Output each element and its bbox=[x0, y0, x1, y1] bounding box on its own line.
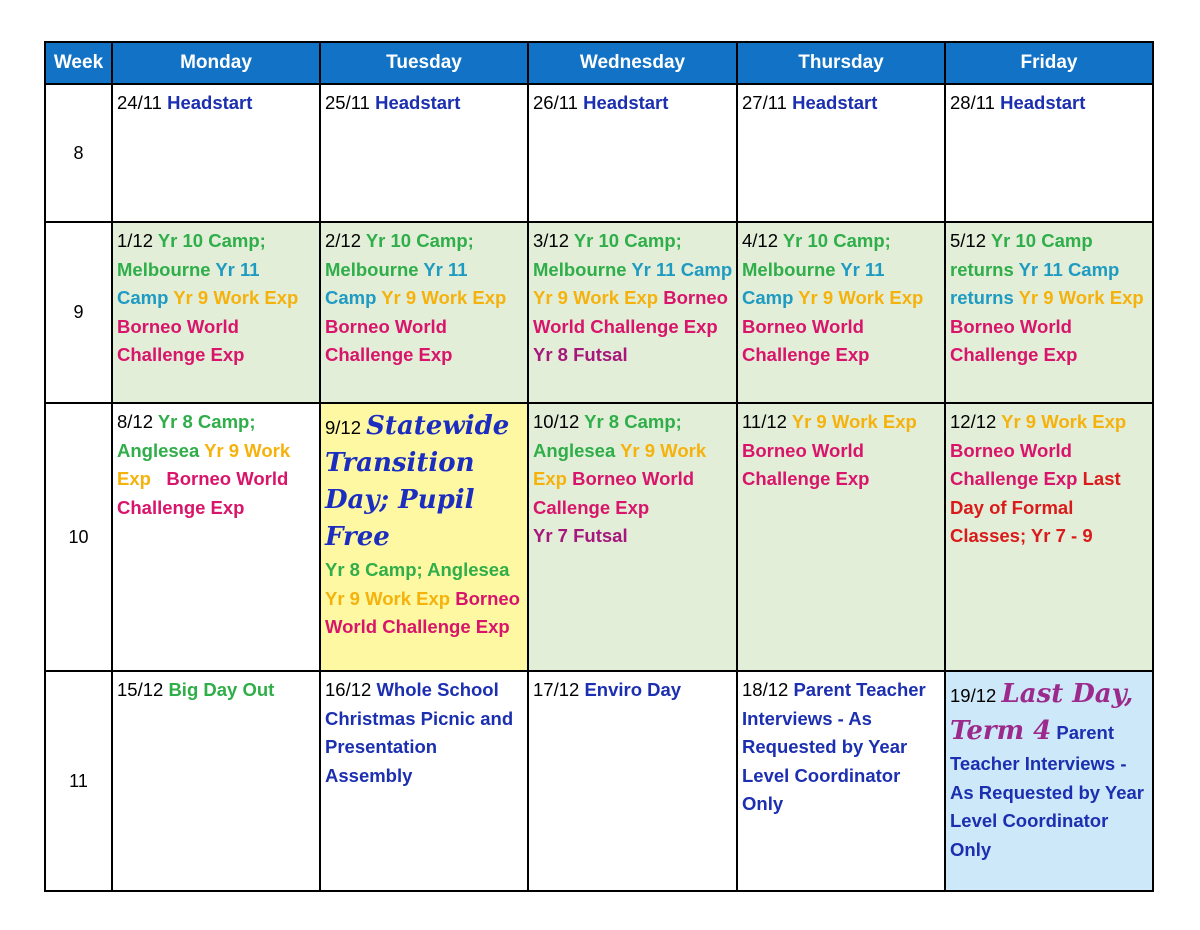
event-yr9-work-exp: Yr 9 Work Exp bbox=[1018, 287, 1144, 309]
header-wednesday: Wednesday bbox=[528, 42, 737, 84]
cell-date: 25/11 bbox=[325, 92, 370, 113]
week-number: 11 bbox=[45, 671, 112, 891]
event-borneo: Borneo World Challenge Exp bbox=[742, 439, 870, 490]
day-cell bbox=[528, 84, 737, 222]
cell-date: 28/11 bbox=[950, 92, 995, 113]
event-borneo: Borneo World Challenge Exp bbox=[742, 315, 870, 366]
event-yr7-futsal: Yr 7 Futsal bbox=[533, 525, 628, 547]
cell-date: 17/12 bbox=[533, 679, 580, 700]
day-cell bbox=[737, 403, 945, 671]
cell-date: 12/12 bbox=[950, 411, 997, 432]
event-yr9-work-exp: Yr 9 Work Exp bbox=[533, 439, 707, 490]
event-big-day-out: Big Day Out bbox=[168, 679, 275, 700]
event-yr8-camp: Yr 8 Camp; Anglesea bbox=[533, 411, 682, 461]
event-borneo: Borneo World Challenge Exp bbox=[325, 315, 453, 366]
event-borneo: Borneo World Challenge Exp bbox=[533, 287, 728, 337]
event-yr11-camp: Yr 11 Camp bbox=[117, 258, 260, 309]
event-yr9-work-exp: Yr 9 Work Exp bbox=[117, 439, 291, 490]
header-week: Week bbox=[45, 42, 112, 84]
event-yr9-work-exp: Yr 9 Work Exp bbox=[381, 287, 507, 309]
day-cell bbox=[737, 84, 945, 222]
cell-date: 3/12 bbox=[533, 230, 570, 251]
cell-date: 5/12 bbox=[950, 230, 987, 251]
day-cell bbox=[112, 671, 320, 891]
event-yr11-camp: Yr 11 Camp returns bbox=[950, 258, 1120, 309]
header-monday: Monday bbox=[112, 42, 320, 84]
day-cell bbox=[737, 671, 945, 891]
event-yr9-work-exp: Yr 9 Work Exp bbox=[798, 287, 924, 309]
day-cell bbox=[528, 671, 737, 891]
day-cell bbox=[320, 403, 528, 671]
header-row bbox=[45, 42, 1153, 84]
week-row-10 bbox=[45, 403, 1153, 671]
event-yr8-camp: Yr 8 Camp; Anglesea bbox=[325, 559, 510, 580]
event-yr10-camp: Yr 10 Camp returns bbox=[950, 230, 1093, 280]
day-cell bbox=[320, 671, 528, 891]
day-cell bbox=[945, 671, 1153, 891]
header-friday: Friday bbox=[945, 42, 1153, 84]
day-cell bbox=[945, 222, 1153, 403]
event-yr9-work-exp: Yr 9 Work Exp bbox=[1001, 411, 1127, 432]
event-yr11-camp: Yr 11 Camp bbox=[631, 258, 733, 280]
event-parent-teacher-interviews: Parent Teacher Interviews - As Requested by Year Level Coordinator Only bbox=[950, 722, 1144, 860]
event-borneo: Borneo World Challenge Exp bbox=[117, 315, 245, 366]
event-yr9-work-exp: Yr 9 Work Exp bbox=[791, 411, 917, 432]
day-cell bbox=[945, 84, 1153, 222]
week-row-11 bbox=[45, 671, 1153, 891]
event-christmas-picnic: Whole School Christmas Picnic and Presentation Assembly bbox=[325, 679, 514, 786]
event-yr11-camp: Yr 11 Camp bbox=[742, 258, 885, 309]
cell-date: 15/12 bbox=[117, 679, 164, 700]
event-headstart: Headstart bbox=[792, 92, 878, 113]
day-cell bbox=[528, 403, 737, 671]
cell-date: 16/12 bbox=[325, 679, 372, 700]
day-cell bbox=[528, 222, 737, 403]
cell-date: 1/12 bbox=[117, 230, 154, 251]
event-statewide-transition-day: Statewide Transition Day; Pupil Free bbox=[325, 411, 510, 552]
event-headstart: Headstart bbox=[167, 92, 253, 113]
week-row-8 bbox=[45, 84, 1153, 222]
event-borneo: Borneo World Callenge Exp bbox=[533, 468, 695, 518]
event-headstart: Headstart bbox=[375, 92, 461, 113]
day-cell bbox=[112, 222, 320, 403]
event-last-day-term-4: Last Day, Term 4 bbox=[950, 679, 1134, 746]
day-cell bbox=[737, 222, 945, 403]
cell-date: 9/12 bbox=[325, 417, 362, 438]
header-thursday: Thursday bbox=[737, 42, 945, 84]
week-number: 8 bbox=[45, 84, 112, 222]
day-cell bbox=[320, 84, 528, 222]
event-yr9-work-exp: Yr 9 Work Exp bbox=[325, 587, 451, 609]
event-yr8-camp: Yr 8 Camp; Anglesea bbox=[117, 411, 256, 461]
event-borneo: Borneo World Challenge Exp bbox=[950, 315, 1078, 366]
day-cell bbox=[112, 403, 320, 671]
event-yr10-camp: Yr 10 Camp; Melbourne bbox=[117, 230, 266, 280]
calendar-table bbox=[44, 41, 1154, 892]
cell-date: 11/12 bbox=[742, 411, 787, 432]
event-yr9-work-exp: Yr 9 Work Exp bbox=[173, 287, 299, 309]
event-headstart: Headstart bbox=[1000, 92, 1086, 113]
cell-date: 8/12 bbox=[117, 411, 154, 432]
event-yr10-camp: Yr 10 Camp; Melbourne bbox=[742, 230, 891, 280]
event-borneo: Borneo World Challenge Exp bbox=[950, 439, 1078, 490]
day-cell bbox=[945, 403, 1153, 671]
cell-date: 19/12 bbox=[950, 685, 997, 706]
day-cell bbox=[320, 222, 528, 403]
cell-date: 4/12 bbox=[742, 230, 779, 251]
day-cell bbox=[112, 84, 320, 222]
week-number: 10 bbox=[45, 403, 112, 671]
cell-date: 26/11 bbox=[533, 92, 578, 113]
event-borneo: Borneo World Challenge Exp bbox=[325, 587, 520, 638]
event-yr11-camp: Yr 11 Camp bbox=[325, 258, 468, 309]
header-tuesday: Tuesday bbox=[320, 42, 528, 84]
event-yr9-work-exp: Yr 9 Work Exp bbox=[533, 287, 659, 309]
event-enviro-day: Enviro Day bbox=[584, 679, 682, 700]
event-parent-teacher-interviews: Parent Teacher Interviews - As Requested by Year Level Coordinator Only bbox=[742, 679, 926, 815]
event-yr8-futsal: Yr 8 Futsal bbox=[533, 344, 628, 366]
cell-date: 24/11 bbox=[117, 92, 162, 113]
event-yr10-camp: Yr 10 Camp; Melbourne bbox=[325, 230, 474, 280]
event-borneo: Borneo World Challenge Exp bbox=[117, 468, 289, 518]
cell-date: 2/12 bbox=[325, 230, 362, 251]
event-headstart: Headstart bbox=[583, 92, 669, 113]
cell-date: 10/12 bbox=[533, 411, 580, 432]
event-yr10-camp: Yr 10 Camp; Melbourne bbox=[533, 230, 682, 280]
cell-date: 18/12 bbox=[742, 679, 789, 700]
event-last-day-formal-classes: Last Day of Formal Classes; Yr 7 - 9 bbox=[950, 468, 1121, 547]
cell-date: 27/11 bbox=[742, 92, 787, 113]
week-row-9 bbox=[45, 222, 1153, 403]
week-number: 9 bbox=[45, 222, 112, 403]
